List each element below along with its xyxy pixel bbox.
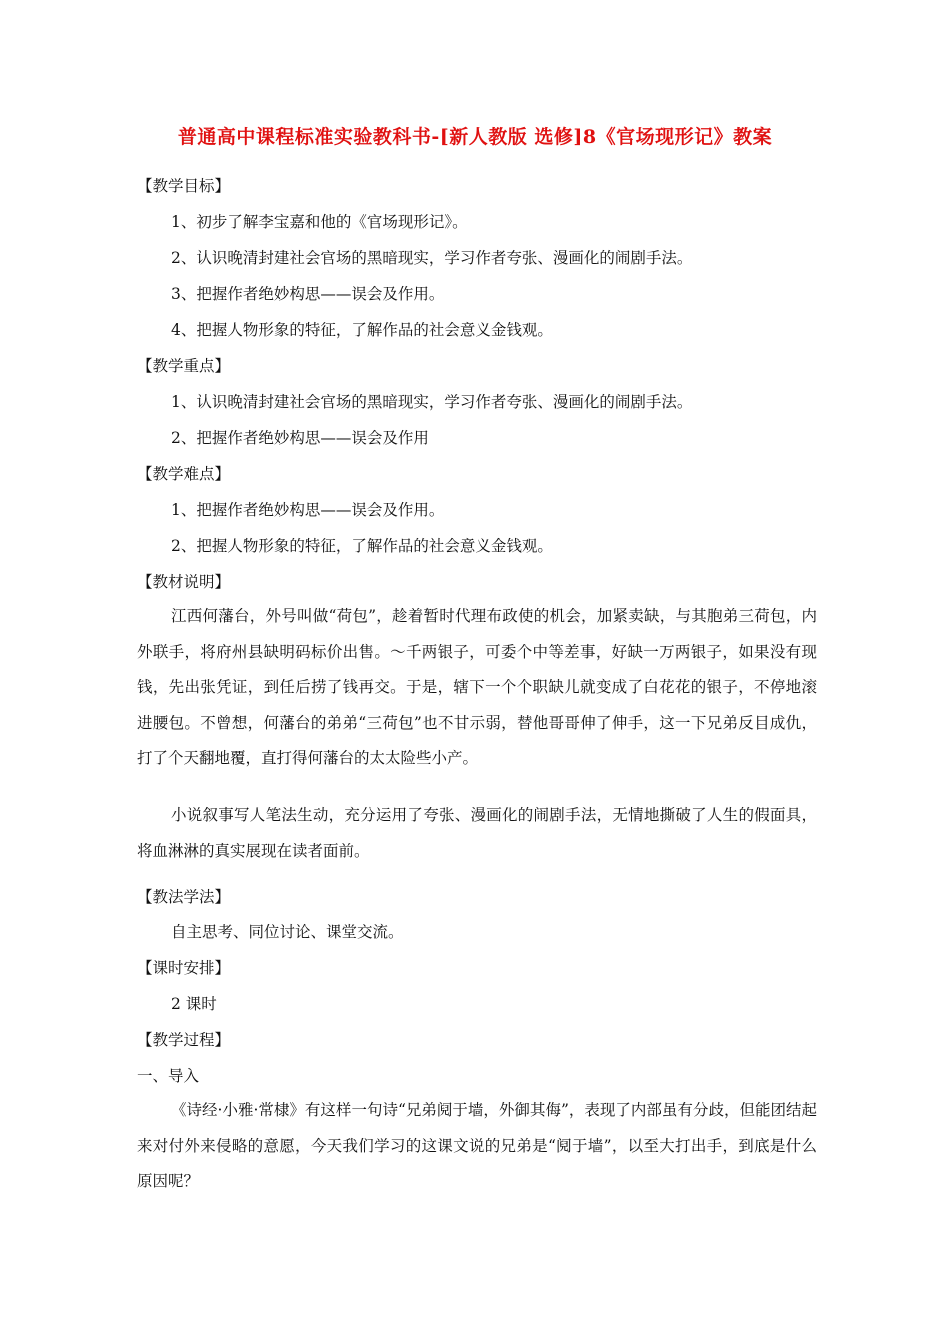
key-point-item-2: 2、把握作者绝妙构思——误会及作用 — [171, 429, 429, 447]
schedule-heading: 【课时安排】 — [137, 959, 231, 977]
goal-item-3: 3、把握作者绝妙构思——误会及作用。 — [171, 285, 445, 303]
key-point-item-1: 1、认识晚清封建社会官场的黑暗现实，学习作者夸张、漫画化的闹剧手法。 — [171, 393, 693, 411]
goal-item-1: 1、初步了解李宝嘉和他的《官场现形记》。 — [171, 213, 468, 231]
process-paragraph-1: 《诗经·小雅·常棣》有这样一句诗“兄弟阋于墙，外御其侮”，表现了内部虽有分歧，但能团结起来对付外来侵略的意愿，今天我们学习的这课文说的兄弟是“阋于墙”，以至大打出手，到底是什么原因呢？ — [137, 1101, 817, 1190]
material-paragraph-2: 小说叙事写人笔法生动，充分运用了夸张、漫画化的闹剧手法，无情地撕破了人生的假面具，将血淋淋的真实展现在读者面前。 — [137, 806, 817, 860]
process-section-1: 一、导入 — [137, 1067, 200, 1085]
process-heading: 【教学过程】 — [137, 1031, 231, 1049]
difficulties-heading: 【教学难点】 — [137, 465, 231, 483]
methods-text: 自主思考、同位讨论、课堂交流。 — [171, 923, 404, 941]
difficulty-item-1: 1、把握作者绝妙构思——误会及作用。 — [171, 501, 445, 519]
goal-item-4: 4、把握人物形象的特征，了解作品的社会意义金钱观。 — [171, 321, 553, 339]
material-paragraph-1: 江西何藩台，外号叫做“荷包”，趁着暂时代理布政使的机会，加紧卖缺，与其胞弟三荷包，内外联手，将府州县缺明码标价出售。～千两银子，可委个中等差事，好缺一万两银子，如果没有现钱，先出张凭证，到任后捞了钱再交。于是，辖下一个个职缺儿就变成了白花花的银子，不停地滚进腰包。不曾想，何藩台的弟弟“三荷包”也不甘示弱，替他哥哥伸了伸手，这一下兄弟反目成仇，打了个天翻地覆，直打得何藩台的太太险些小产。 — [137, 607, 817, 767]
document-title: 普通高中课程标准实验教科书-[新人教版 选修]8《官场现形记》教案 — [177, 126, 773, 148]
difficulty-item-2: 2、把握人物形象的特征，了解作品的社会意义金钱观。 — [171, 537, 553, 555]
goal-item-2: 2、认识晚清封建社会官场的黑暗现实，学习作者夸张、漫画化的闹剧手法。 — [171, 249, 693, 267]
methods-heading: 【教法学法】 — [137, 888, 231, 906]
schedule-text: 2 课时 — [171, 995, 217, 1013]
material-heading: 【教材说明】 — [137, 573, 231, 591]
key-points-heading: 【教学重点】 — [137, 357, 231, 375]
goals-heading: 【教学目标】 — [137, 177, 231, 195]
